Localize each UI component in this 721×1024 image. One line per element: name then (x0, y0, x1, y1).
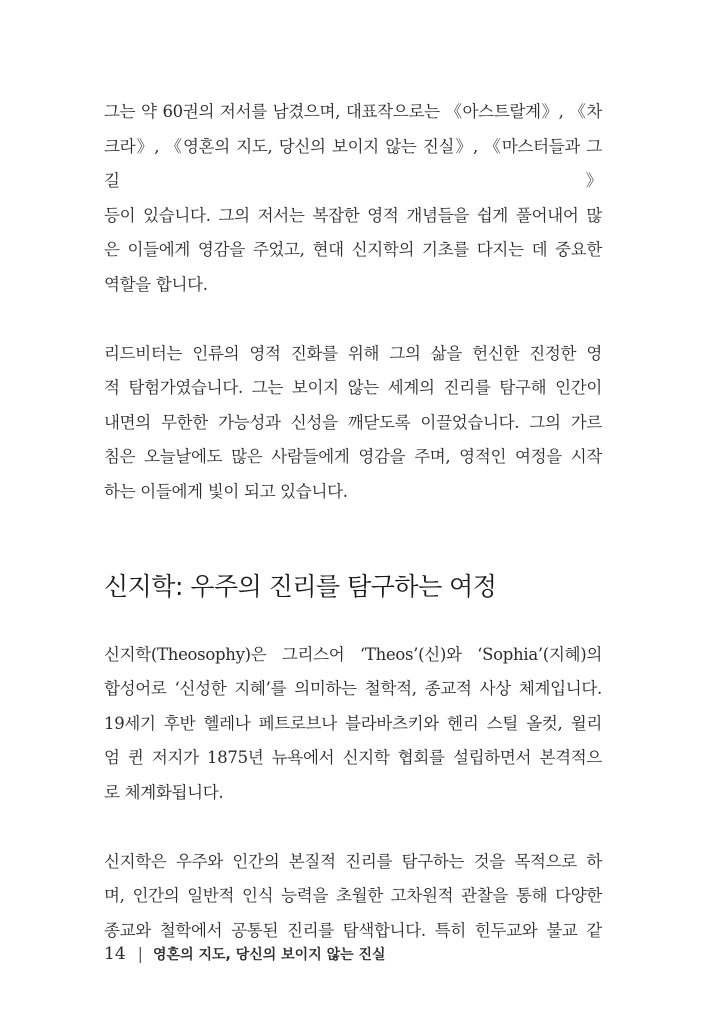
running-book-title: 영혼의 지도, 당신의 보이지 않는 진실 (153, 947, 386, 963)
text-line: 19세기 후반 헬레나 페트로브나 블라바츠키와 헨리 스틸 올컷, 윌리 (104, 713, 602, 733)
text-line: 로 체계화됩니다. (104, 782, 224, 802)
section-heading: 신지학: 우주의 진리를 탐구하는 여정 (104, 571, 497, 601)
page-footer (104, 944, 386, 964)
text-line: 신지학은 우주와 인간의 본질적 진리를 탐구하는 것을 목적으로 하 (104, 851, 602, 871)
text-line: 역할을 합니다. (104, 274, 208, 294)
text-line: 합성어로 ‘신성한 지혜’를 의미하는 철학적, 종교적 사상 체계입니다. (104, 679, 602, 699)
text-line: 며, 인간의 일반적 인식 능력을 초월한 고차원적 관찰을 통해 다양한 (104, 886, 602, 906)
page-content (104, 95, 602, 948)
text-line: 하는 이들에게 빛이 되고 있습니다. (104, 481, 348, 501)
footer-separator: | (137, 944, 144, 963)
text-line: 크라》, 《영혼의 지도, 당신의 보이지 않는 진실》, 《마스터들과 그 길》 (104, 136, 602, 191)
paragraph-bibliography (104, 95, 602, 303)
text-line: 침은 오늘날에도 많은 사람들에게 영감을 주며, 영적인 여정을 시작 (104, 447, 602, 467)
text-line: 리드비터는 인류의 영적 진화를 위해 그의 삶을 헌신한 진정한 영 (104, 343, 602, 363)
text-line: 등이 있습니다. 그의 저서는 복잡한 영적 개념들을 쉽게 풀어내어 많 (104, 205, 602, 225)
text-line: 종교와 철학에서 공통된 진리를 탐색합니다. 특히 힌두교와 불교 같 (104, 920, 602, 940)
text-line: 엄 퀸 저지가 1875년 뉴욕에서 신지학 협회를 설립하면서 본격적으 (104, 748, 602, 768)
text-line: 적 탐험가였습니다. 그는 보이지 않는 세계의 진리를 탐구해 인간이 (104, 378, 602, 398)
text-line: 그는 약 60권의 저서를 남겼으며, 대표작으로는 《아스트랄계》, 《차 (104, 102, 602, 121)
text-line: 내면의 무한한 가능성과 신성을 깨닫도록 이끌었습니다. 그의 가르 (104, 412, 602, 432)
paragraph-theosophy-definition (104, 638, 602, 811)
page-number: 14 (104, 944, 126, 964)
text-line: 은 이들에게 영감을 주었고, 현대 신지학의 기초를 다지는 데 중요한 (104, 240, 602, 260)
paragraph-leadbeater (104, 337, 602, 510)
paragraph-theosophy-purpose (104, 845, 602, 949)
text-line: 신지학(Theosophy)은 그리스어 ‘Theos’(신)와 ‘Sophia’(지혜)의 (104, 644, 602, 664)
